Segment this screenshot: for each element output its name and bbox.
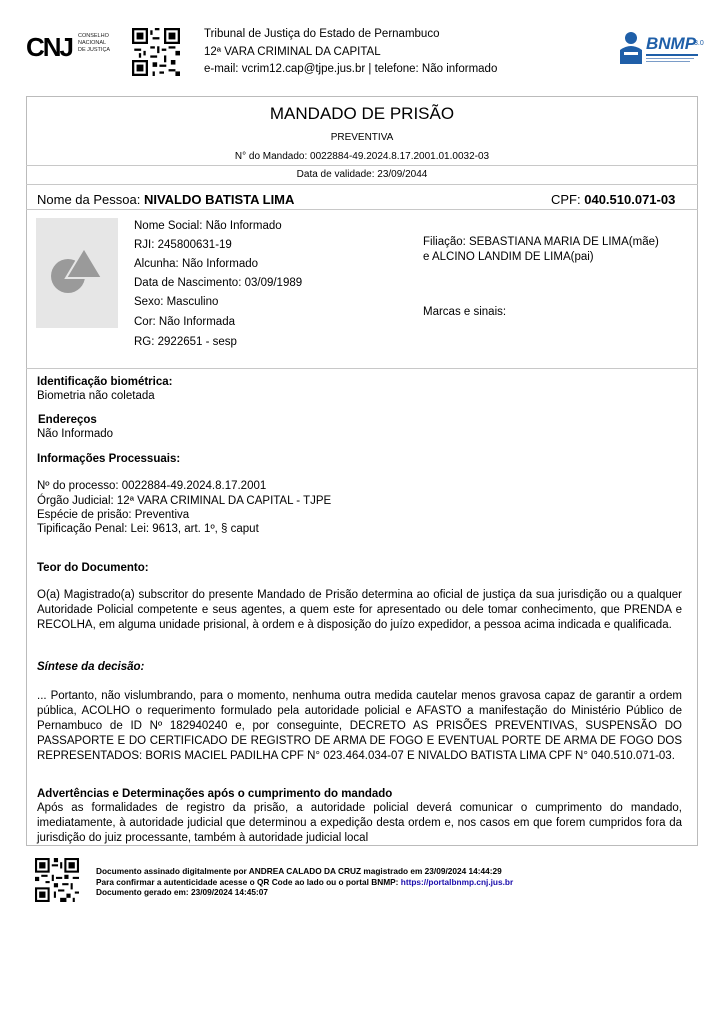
bnmp-version: 3.0 bbox=[694, 40, 704, 47]
cnj-text bbox=[78, 33, 110, 54]
generated-at: Documento gerado em: 23/09/2024 14:45:07 bbox=[96, 887, 269, 897]
signature-block bbox=[96, 866, 513, 898]
person-name-label: Nome da Pessoa: bbox=[37, 192, 144, 207]
process-label: Informações Processuais: bbox=[37, 453, 181, 465]
confirm-text: Para confirmar a autenticidade acesse o QR Code ao lado ou o portal BNMP: bbox=[96, 876, 401, 887]
divider bbox=[26, 368, 698, 369]
warrant-type: PREVENTIVA bbox=[330, 132, 394, 143]
bnmp-portal-link[interactable]: https://portalbnmp.cnj.jus.br bbox=[400, 876, 514, 887]
cnj-mark: CNJ bbox=[26, 32, 73, 62]
divider bbox=[26, 209, 698, 210]
content-text: O(a) Magistrado(a) subscritor do presente Mandado de Prisão determina ao oficial de justiça da sua jurisdição ou a qualquer Autoridade Policial competente e seus agentes, a quem este for apresentado ou dele tomar conhecimento, que PRENDA e RECOLHA, em alguma unidade prisional, à ordem e à disposição do juízo expedidor, a pessoa acima indicada e qualificada. bbox=[37, 589, 682, 631]
cnj-text-line: CONSELHO bbox=[78, 33, 109, 39]
synthesis-label: Síntese da decisão: bbox=[37, 661, 145, 673]
warnings-text: Após as formalidades de registro da prisão, a autoridade policial deverá comunicar o cumprimento do mandado, imediatamente, à autoridade judicial que determinou a expedição desta ordem e, nos casos em que forem cumpridos fora da jurisdição do juiz processante, também à autoridade judicial local bbox=[37, 802, 682, 844]
penal-typification: Tipificação Penal: Lei: 9613, art. 1º, § caput bbox=[37, 523, 259, 535]
rji: RJI: 245800631-19 bbox=[134, 239, 232, 251]
divider bbox=[26, 165, 698, 166]
divider bbox=[26, 184, 698, 185]
cpf-value: 040.510.071-03 bbox=[584, 192, 676, 207]
confirm-line bbox=[96, 877, 513, 888]
alcunha: Alcunha: Não Informado bbox=[134, 258, 259, 270]
warrant-title: MANDADO DE PRISÃO bbox=[269, 104, 455, 123]
warnings-label: Advertências e Determinações após o cumprimento do mandado bbox=[37, 788, 393, 800]
cnj-text-line: DE JUSTIÇA bbox=[78, 47, 111, 53]
sex: Sexo: Masculino bbox=[134, 296, 219, 308]
arrest-kind: Espécie de prisão: Preventiva bbox=[37, 509, 190, 521]
cnj-text-line: NACIONAL bbox=[78, 40, 107, 46]
signed-by: Documento assinado digitalmente por ANDREA CALADO DA CRUZ magistrado em 23/09/2024 14:44:29 bbox=[96, 866, 502, 876]
warrant-validity: Data de validade: 23/09/2044 bbox=[296, 169, 428, 180]
image-placeholder-icon bbox=[36, 218, 118, 328]
marks-signs: Marcas e sinais: bbox=[423, 306, 507, 318]
court-header bbox=[204, 26, 497, 79]
rg: RG: 2922651 - sesp bbox=[134, 336, 237, 348]
skin-color: Cor: Não Informada bbox=[134, 316, 235, 328]
person-name-row bbox=[37, 192, 294, 207]
social-name: Nome Social: Não Informado bbox=[134, 220, 282, 232]
person-name: NIVALDO BATISTA LIMA bbox=[143, 192, 295, 207]
qr-code-footer[interactable] bbox=[35, 858, 79, 902]
filiation-mother: Filiação: SEBASTIANA MARIA DE LIMA(mãe) bbox=[423, 236, 659, 248]
bnmp-emblem-icon bbox=[616, 30, 646, 66]
photo-placeholder bbox=[36, 218, 118, 328]
bnmp-logo bbox=[616, 30, 706, 70]
content-label: Teor do Documento: bbox=[37, 562, 149, 574]
biometric-label: Identificação biométrica: bbox=[37, 376, 173, 388]
warrant-number: N° do Mandado: 0022884-49.2024.8.17.2001.01.0032-03 bbox=[234, 151, 490, 162]
cnj-logo bbox=[26, 33, 126, 63]
cpf-label: CPF: bbox=[551, 192, 585, 207]
address-value: Não Informado bbox=[37, 428, 114, 440]
qr-code-top bbox=[132, 28, 180, 76]
court-name: Tribunal de Justiça do Estado de Pernambuco bbox=[204, 28, 440, 40]
bnmp-divider bbox=[646, 61, 690, 62]
filiation-father: e ALCINO LANDIM DE LIMA(pai) bbox=[423, 251, 594, 263]
court-contact: e-mail: vcrim12.cap@tjpe.jus.br | telefone: Não informado bbox=[204, 63, 498, 75]
synthesis-text: ... Portanto, não vislumbrando, para o momento, nenhuma outra medida cautelar menos gravosa capaz de garantir a ordem pública, ACOLHO o requerimento formulado pela autoridade policial e AFASTO a manifestação do Ministério Público de Pernambuco de ID Nº 182940240 e, por conseguinte, DECRETO AS PRISÕES PREVENTIVAS, SUSPENSÃO DO PASSAPORTE E DO CERTIFICADO DE REGISTRO DE ARMA DE FOGO E EVENTUAL PORTE DE ARMA DE FOGO DOS REPRESENTADOS: BORIS MACIEL PADILHA CPF N° 023.464.034-07 E NIVALDO BATISTA LIMA CPF N° 040.510.071-03. bbox=[37, 690, 682, 762]
judicial-organ: Órgão Judicial: 12ª VARA CRIMINAL DA CAPITAL - TJPE bbox=[37, 495, 332, 507]
court-vara: 12ª VARA CRIMINAL DA CAPITAL bbox=[204, 45, 381, 58]
address-label: Endereços bbox=[38, 414, 97, 426]
bnmp-label: BNMP bbox=[646, 34, 697, 53]
birth-date: Data de Nascimento: 03/09/1989 bbox=[134, 277, 303, 289]
bnmp-divider bbox=[646, 54, 698, 56]
biometric-value: Biometria não coletada bbox=[37, 390, 155, 402]
cpf-row bbox=[551, 192, 675, 207]
bnmp-divider bbox=[646, 58, 694, 59]
process-number: Nº do processo: 0022884-49.2024.8.17.2001 bbox=[37, 480, 267, 492]
